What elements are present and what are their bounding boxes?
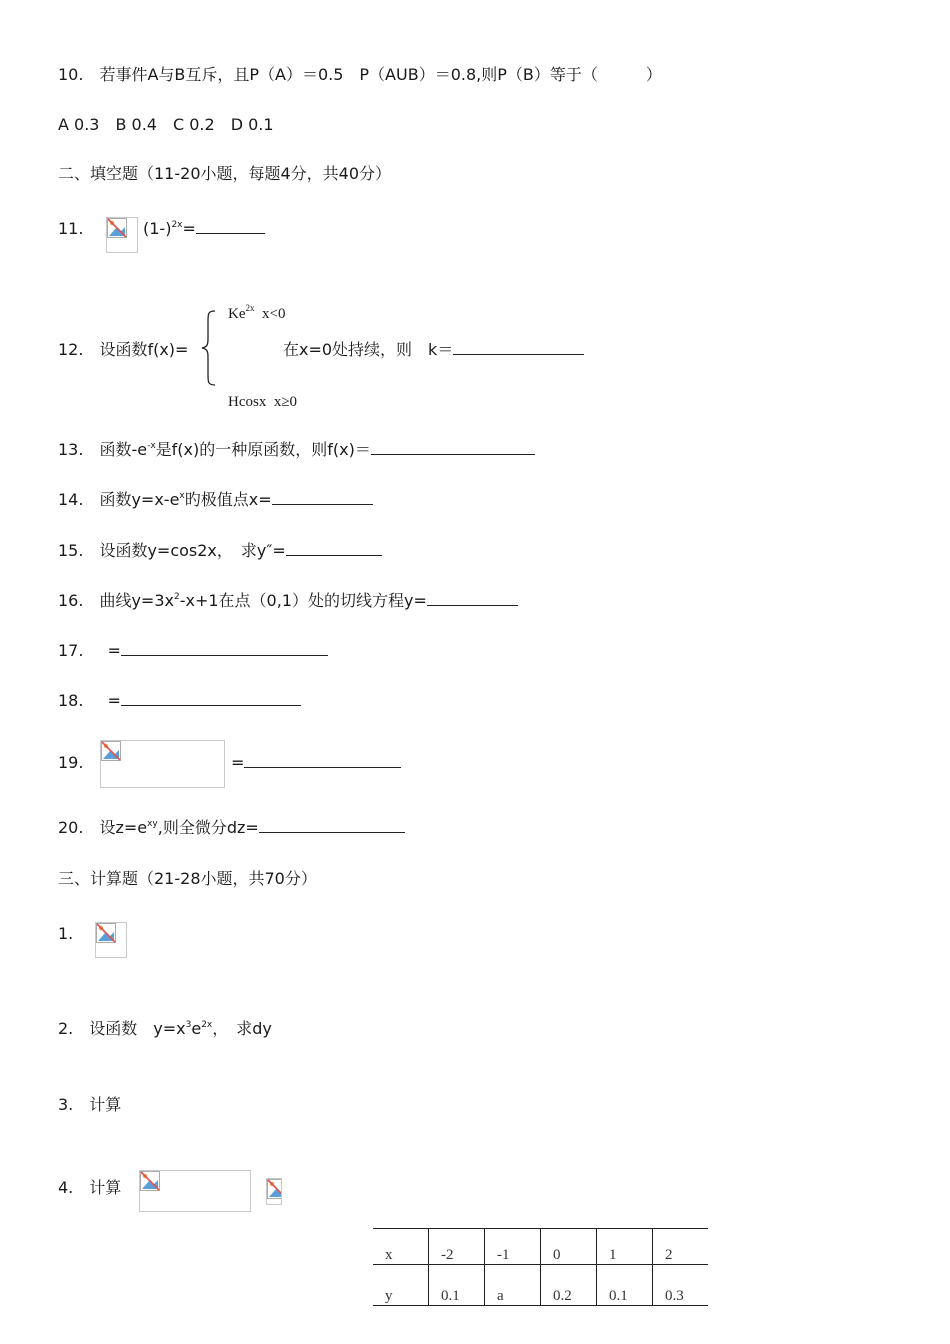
q-part: -x+1在点（0,1）处的切线方程y=: [179, 591, 427, 610]
q-part: 17. =: [58, 641, 121, 660]
piecewise-case-2: Hcosx x≥0: [228, 394, 298, 410]
left-brace: [199, 309, 219, 387]
superscript: 3: [185, 1020, 192, 1030]
table-row: [373, 1229, 708, 1265]
expr-part: (1-): [143, 219, 172, 238]
superscript: 2x: [201, 1020, 213, 1030]
answer-blank[interactable]: [121, 641, 328, 656]
q-part: 16. 曲线y=3x: [58, 591, 174, 610]
broken-image-icon: [100, 740, 225, 788]
table-cell: x: [373, 1229, 429, 1265]
distribution-table: [373, 1228, 708, 1306]
answer-blank[interactable]: [196, 219, 265, 234]
broken-image-icon: [266, 1178, 282, 1205]
question-12-condition: [283, 340, 584, 360]
question-13: [58, 440, 535, 460]
table-row: [373, 1265, 708, 1306]
question-18: [58, 691, 301, 711]
table-cell: 0: [541, 1229, 597, 1265]
q-part: 14. 函数y=x-e: [58, 490, 180, 509]
q-part: =: [231, 753, 245, 772]
answer-blank[interactable]: [272, 490, 373, 505]
superscript: x: [179, 491, 185, 501]
question-10-text: 10. 若事件A与B互斥，且P（A）＝0.5 P（AUB）＝0.8,则P（B）等于（ ）: [58, 65, 662, 84]
table-cell: -1: [485, 1229, 541, 1265]
q-part: 是f(x)的一种原函数，则f(x)＝: [155, 440, 371, 459]
question-20: [58, 818, 405, 838]
question-number: 11.: [58, 219, 84, 238]
q-part: 2. 设函数 y=x: [58, 1019, 186, 1038]
answer-blank[interactable]: [371, 440, 535, 455]
case-part: x<0: [254, 306, 286, 322]
table-cell: -2: [429, 1229, 485, 1265]
calc-3: 3. 计算: [58, 1095, 122, 1114]
q-part: 20. 设z=e: [58, 818, 148, 837]
superscript: 2x: [245, 303, 255, 313]
broken-image-icon: [139, 1170, 251, 1212]
question-19-number: 19.: [58, 753, 84, 772]
question-15: [58, 541, 382, 561]
condition-text: 在x=0处持续，则 k＝: [283, 340, 454, 359]
answer-blank[interactable]: [244, 753, 401, 768]
q-part: 18. =: [58, 691, 121, 710]
superscript: 2x: [171, 220, 183, 230]
answer-blank[interactable]: [259, 818, 405, 833]
question-17: [58, 641, 328, 661]
table-cell: y: [373, 1265, 429, 1306]
q-part: ,则全微分dz=: [157, 818, 259, 837]
table-cell: 0.1: [429, 1265, 485, 1306]
section-3-title: 三、计算题（21-28小题，共70分）: [58, 869, 317, 888]
calc-4: 4. 计算: [58, 1178, 122, 1197]
table-cell: 0.3: [653, 1265, 709, 1306]
question-11: [58, 219, 83, 239]
superscript: -x: [147, 441, 156, 451]
question-11-expression: [143, 219, 265, 239]
broken-image-icon: [95, 922, 127, 958]
question-19-answer: [231, 753, 401, 773]
answer-blank[interactable]: [121, 691, 301, 706]
question-12-label: 12. 设函数f(x)=: [58, 340, 189, 359]
calc-1-number: 1.: [58, 924, 74, 943]
superscript: 2: [173, 592, 180, 602]
answer-blank[interactable]: [427, 591, 518, 606]
expr-part: =: [182, 219, 196, 238]
piecewise-case-1: [228, 304, 285, 324]
question-14: [58, 490, 373, 510]
table-cell: 2: [653, 1229, 709, 1265]
table-cell: 1: [597, 1229, 653, 1265]
q-part: ， 求dy: [212, 1019, 272, 1038]
answer-blank[interactable]: [453, 340, 584, 355]
table-cell: 0.2: [541, 1265, 597, 1306]
q-part: 15. 设函数y=cos2x， 求y″=: [58, 541, 286, 560]
section-2-title: 二、填空题（11-20小题，每题4分，共40分）: [58, 164, 392, 183]
broken-image-icon: [106, 217, 138, 253]
case-part: Ke: [228, 306, 246, 322]
q-part: 13. 函数-e: [58, 440, 148, 459]
q-part: 旳极值点x=: [184, 490, 272, 509]
q-part: e: [191, 1019, 202, 1038]
superscript: xy: [147, 819, 158, 829]
question-16: [58, 591, 518, 611]
calc-2: [58, 1019, 272, 1039]
table-cell: 0.1: [597, 1265, 653, 1306]
question-10-options: A 0.3 B 0.4 C 0.2 D 0.1: [58, 115, 274, 134]
answer-blank[interactable]: [286, 541, 382, 556]
table-cell: a: [485, 1265, 541, 1306]
